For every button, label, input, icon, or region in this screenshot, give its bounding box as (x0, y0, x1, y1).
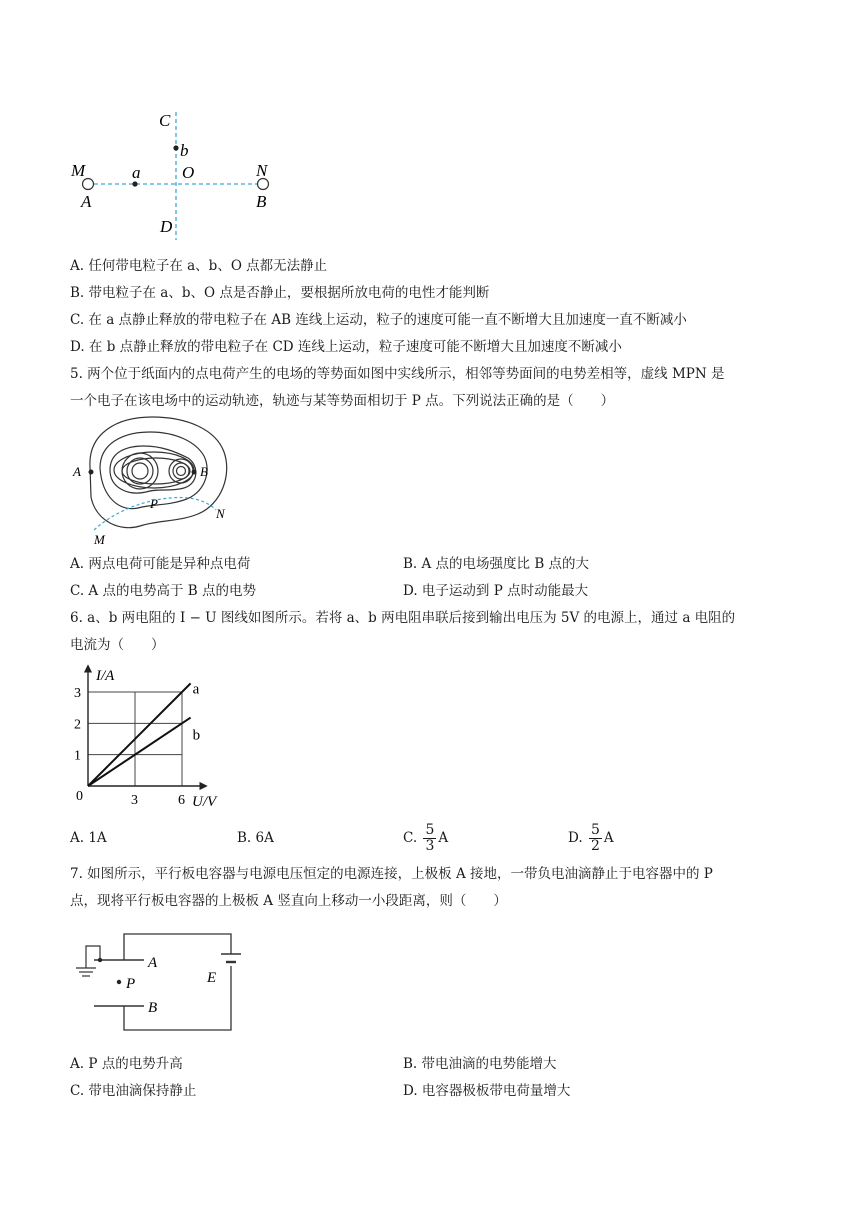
charge-left-ring-2 (127, 458, 153, 484)
charge-left-ring-3 (132, 463, 148, 479)
label-B: B (256, 192, 267, 211)
q6-option-d (568, 818, 614, 858)
q6-option-c-numerator: 5 (425, 822, 435, 838)
label-P: P (150, 496, 158, 511)
label-A: A (148, 955, 158, 971)
label-P: P (126, 976, 136, 992)
series-line-a (88, 683, 191, 786)
q4-figure (60, 100, 290, 250)
point-a (132, 181, 137, 186)
point-A (89, 470, 94, 475)
q4-option-c: C. 在 a 点静止释放的带电粒子在 AB 连线上运动，粒子的速度可能一直不断增大且加速度一直不断减小 (70, 312, 687, 328)
q5-option-b: B. A 点的电场强度比 B 点的大 (403, 556, 590, 572)
series-label-b: b (192, 727, 201, 744)
q7-option-a: A. P 点的电势升高 (70, 1056, 183, 1072)
label-A: A (73, 464, 81, 479)
q7-stem-line1: 7. 如图所示，平行板电容器与电源电压恒定的电源连接，上极板 A 接地，一带负电油滴静止于电容器中的 P (70, 866, 713, 882)
series-line-b (88, 718, 191, 786)
label-A: A (81, 192, 92, 211)
q6-option-c-fraction (423, 823, 436, 854)
q5-stem-line2: 一个电子在该电场中的运动轨迹，轨迹与某等势面相切于 P 点。下列说法正确的是（ ） (70, 393, 615, 409)
series-label-a: a (192, 681, 200, 698)
q6-option-a: A. 1A (70, 830, 107, 846)
label-N: N (256, 161, 268, 180)
label-C: C (159, 111, 171, 130)
q6-option-c (403, 818, 448, 858)
q4-option-d: D. 在 b 点静止释放的带电粒子在 CD 连线上运动，粒子速度可能不断增大且加速度不断减小 (70, 339, 622, 355)
label-O: O (182, 163, 195, 182)
charge-N (258, 179, 269, 190)
x-tick-label: 3 (131, 793, 138, 808)
iu-chart (66, 660, 246, 810)
label-D: D (160, 217, 173, 236)
x-axis-label: U/V (192, 794, 217, 810)
q6-option-c-denominator: 3 (425, 838, 435, 854)
q5-option-c: C. A 点的电势高于 B 点的电势 (70, 583, 256, 599)
q4-option-a: A. 任何带电粒子在 a、b、O 点都无法静止 (70, 258, 328, 274)
label-M: M (94, 532, 105, 547)
q5-option-a: A. 两点电荷可能是异种点电荷 (70, 556, 251, 572)
q6-option-c-prefix: C. (403, 830, 418, 846)
q6-stem-line1: 6. a、b 两电阻的 I − U 图线如图所示。若将 a、b 两电阻串联后接到输出电压为 5V 的电源上，通过 a 电阻的 (70, 610, 736, 626)
ground-wire (86, 946, 100, 968)
label-B: B (148, 1000, 158, 1016)
label-B: B (200, 464, 208, 479)
charge-right-ring-3 (177, 467, 186, 476)
q6-option-d-fraction (589, 823, 602, 854)
origin-label: 0 (76, 789, 83, 804)
q5-equipotential-figure (66, 412, 256, 552)
q5-option-d: D. 电子运动到 P 点时动能最大 (403, 583, 589, 599)
label-E: E (207, 970, 217, 986)
label-N: N (216, 506, 225, 521)
y-tick-label: 3 (74, 686, 81, 701)
q7-option-b: B. 带电油滴的电势能增大 (403, 1056, 557, 1072)
q7-stem-line2: 点，现将平行板电容器的上极板 A 竖直向上移动一小段距离，则（ ） (70, 893, 507, 909)
q6-option-d-denominator: 2 (590, 838, 600, 854)
q6-option-d-unit: A (603, 830, 614, 846)
q6-option-b: B. 6A (237, 830, 274, 846)
label-a: a (132, 163, 141, 182)
q7-option-c: C. 带电油滴保持静止 (70, 1083, 197, 1099)
y-axis-label: I/A (96, 668, 115, 684)
q7-option-d: D. 电容器极板带电荷量增大 (403, 1083, 571, 1099)
x-tick-label: 6 (178, 793, 185, 808)
q6-option-c-unit: A (438, 830, 449, 846)
y-tick-label: 1 (74, 748, 81, 764)
label-M: M (71, 161, 86, 180)
q5-stem-line1: 5. 两个位于纸面内的点电荷产生的电场的等势面如图中实线所示，相邻等势面间的电势差相等，虚线 MPN 是 (70, 366, 725, 382)
label-b: b (180, 141, 189, 160)
q6-option-d-prefix: D. (568, 830, 583, 846)
point-B (192, 470, 197, 475)
oil-drop-P (117, 980, 121, 984)
q6-stem-line2: 电流为（ ） (70, 637, 165, 653)
point-b (173, 145, 178, 150)
y-tick-label: 2 (74, 717, 81, 733)
charge-M (83, 179, 94, 190)
q4-option-b: B. 带电粒子在 a、b、O 点是否静止，要根据所放电荷的电性才能判断 (70, 285, 490, 301)
q7-capacitor-circuit (66, 922, 256, 1042)
q6-option-d-numerator: 5 (590, 822, 600, 838)
charge-right-ring-2 (173, 463, 189, 479)
